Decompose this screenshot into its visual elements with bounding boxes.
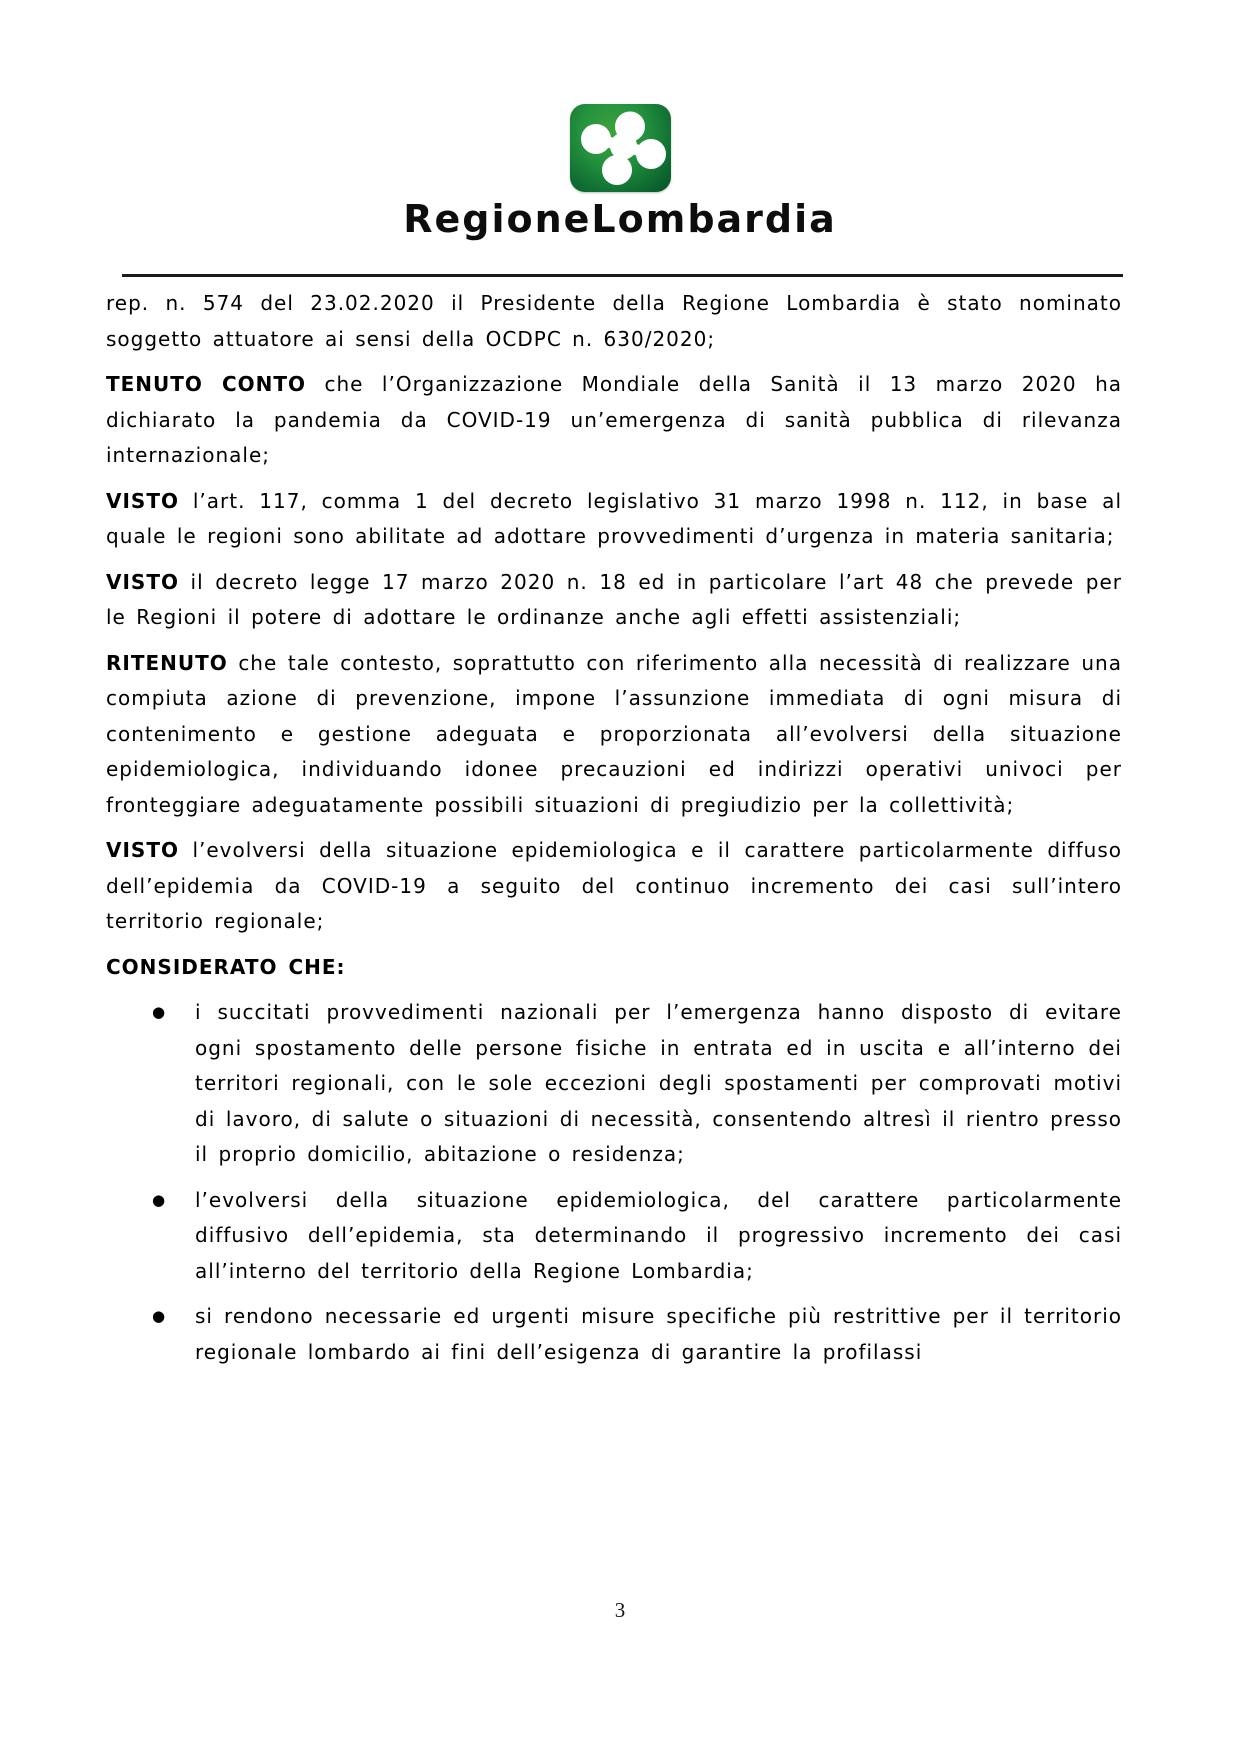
paragraph-ritenuto (106, 646, 1122, 824)
list-item-text: l’evolversi della situazione epidemiologica, del carattere particolarmente diffusivo dell’epidemia, sta determinando il progressivo incremento dei casi all’interno del territorio della Regione Lombardia; (195, 1187, 1122, 1283)
page-number: 3 (614, 1598, 626, 1622)
paragraph-tenuto-conto (106, 367, 1122, 474)
bullet-icon: ● (152, 1003, 166, 1021)
list-item (106, 995, 1122, 1173)
list-item (106, 1299, 1122, 1370)
paragraph-text: l’art. 117, comma 1 del decreto legislativo 31 marzo 1998 n. 112, in base al quale le regioni sono abilitate ad adottare provvedimenti d’urgenza in materia sanitaria; (106, 488, 1122, 548)
list-item-text: i succitati provvedimenti nazionali per l’emergenza hanno disposto di evitare ogni spostamento delle persone fisiche in entrata ed in uscita e all’interno dei territori regionali, con le sole eccezioni degli spostamenti per comprovati motivi di lavoro, di salute o situazioni di necessità, consentendo altresì il rientro presso il proprio domicilio, abitazione o residenza; (195, 1000, 1122, 1166)
paragraph-visto-evolversi (106, 833, 1122, 940)
paragraph-lead: VISTO (106, 838, 179, 862)
paragraph-visto-decreto-legge (106, 565, 1122, 636)
list-item (106, 1183, 1122, 1290)
paragraph-considerato-che (106, 950, 1122, 986)
list-item-text: si rendono necessarie ed urgenti misure specifiche più restrittive per il territorio regionale lombardo ai fini dell’esigenza di garantire la profilassi (195, 1304, 1122, 1364)
paragraph-lead: RITENUTO (106, 650, 228, 675)
paragraph-lead: VISTO (106, 488, 179, 513)
paragraph-visto-art-117 (106, 484, 1122, 555)
document-body (106, 286, 1122, 1370)
paragraph-text: l’evolversi della situazione epidemiologica e il carattere particolarmente diffuso dell’epidemia da COVID-19 a seguito del continuo incremento dei casi sull’intero territorio regionale; (106, 838, 1122, 933)
page-footer (0, 1598, 1240, 1623)
paragraph-lead: CONSIDERATO CHE: (106, 954, 346, 979)
brand-wordmark: RegioneLombardia (403, 197, 837, 241)
paragraph-lead: TENUTO CONTO (106, 372, 307, 396)
paragraph-text: che l’Organizzazione Mondiale della Sanità il 13 marzo 2020 ha dichiarato la pandemia da COVID-19 un’emergenza di sanità pubblica di rilevanza internazionale; (106, 372, 1123, 467)
document-header (0, 0, 1240, 277)
rosa-camuna-icon (570, 104, 671, 192)
paragraph-lead: VISTO (106, 569, 179, 594)
paragraph-text: il decreto legge 17 marzo 2020 n. 18 ed in particolare l’art 48 che prevede per le Regioni il potere di adottare le ordinanze anche agli effetti assistenziali; (106, 569, 1122, 629)
header-divider (122, 274, 1123, 277)
bullet-icon: ● (152, 1307, 166, 1325)
considerations-list (106, 995, 1122, 1370)
bullet-icon: ● (152, 1190, 166, 1209)
paragraph-rep-574 (106, 286, 1122, 357)
paragraph-text: che tale contesto, soprattutto con riferimento alla necessità di realizzare una compiuta azione di prevenzione, impone l’assunzione immediata di ogni misura di contenimento e gestione adeguata e proporzionata all’evolversi della situazione epidemiologica, individuando idonee precauzioni ed indirizzi operativi univoci per fronteggiare adeguatamente possibili situazioni di pregiudizio per la collettività; (106, 650, 1122, 817)
regione-lombardia-logo (570, 104, 671, 192)
paragraph-text: rep. n. 574 del 23.02.2020 il Presidente della Regione Lombardia è stato nominato soggetto attuatore ai sensi della OCDPC n. 630/2020; (106, 291, 1122, 351)
